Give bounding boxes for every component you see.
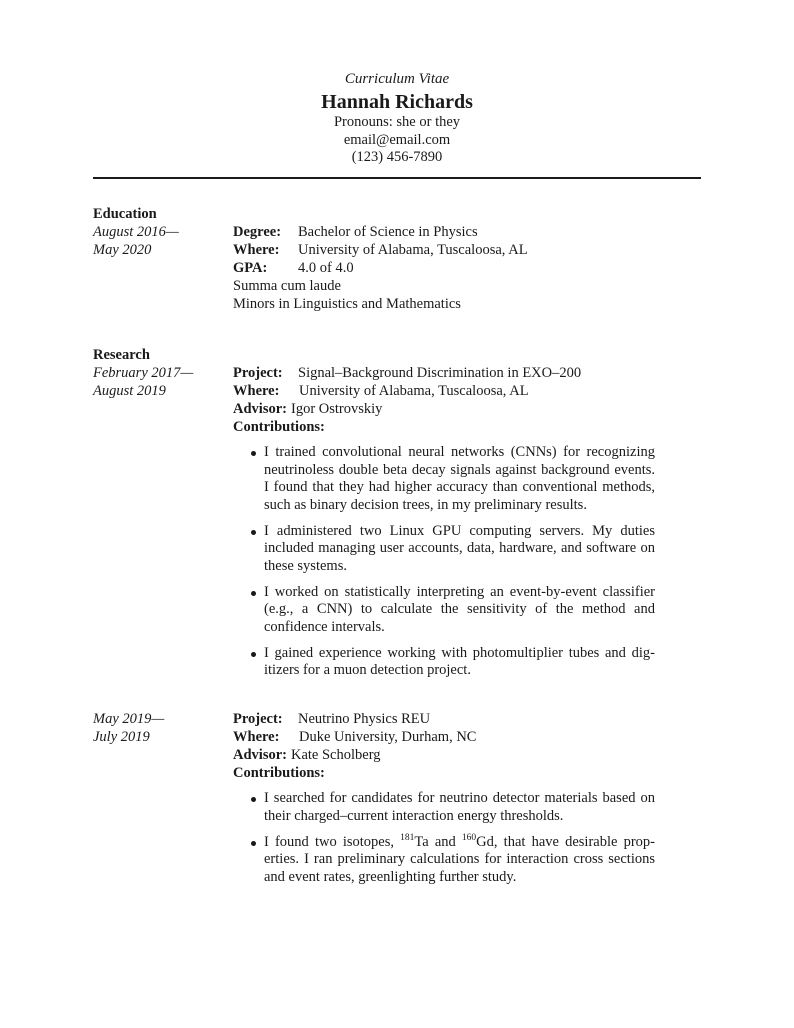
isotope-2-symbol: Gd (476, 833, 494, 850)
minors-note: Minors in Linguistics and Mathematics (233, 296, 461, 312)
where-row (233, 382, 655, 400)
header-divider (93, 177, 701, 179)
list-item (233, 523, 655, 576)
research-entry-1 (233, 364, 655, 688)
contribution-text: I administered two Linux GPU computing servers. My duties included managing user accounts, data, hardware, and software on these systems. (264, 522, 655, 574)
isotope-1-symbol: Ta (414, 833, 429, 850)
list-item (233, 584, 655, 637)
research-entry-2 (233, 710, 655, 895)
date-start: August 2016— (93, 224, 179, 240)
degree-value: Bachelor of Science in Physics (298, 224, 478, 240)
project-value: Signal–Background Discrimination in EXO–200 (298, 365, 582, 381)
honors-note: Summa cum laude (233, 278, 341, 294)
where-value: Duke University, Durham, NC (299, 729, 477, 745)
project-row (233, 364, 655, 382)
project-label: Project: (233, 365, 283, 381)
where-row (233, 241, 655, 259)
where-label: Where: (233, 729, 280, 745)
list-item (233, 444, 655, 514)
phone: (123) 456-7890 (351, 149, 443, 165)
advisor-value: Kate Scholberg (290, 747, 381, 763)
bullet-icon (251, 841, 256, 846)
project-label: Project: (233, 711, 283, 727)
advisor-value: Igor Ostrovskiy (290, 401, 383, 417)
date-start: February 2017— (93, 365, 194, 381)
bullet-icon (251, 797, 256, 802)
document-type-label: Curriculum Vitae (344, 71, 450, 87)
contributions-list (233, 444, 655, 680)
project-row (233, 710, 655, 728)
bullet-icon (251, 591, 256, 596)
where-row (233, 728, 655, 746)
advisor-label: Advisor: (233, 747, 287, 763)
research-2-dates (93, 710, 223, 746)
contribution-text: I worked on statistically interpreting an event-by-event classifier (e.g., a CNN) to calculate the sensitivity of the method and confidence intervals. (264, 583, 655, 635)
gpa-row (233, 259, 655, 277)
gpa-label: GPA: (233, 260, 268, 276)
date-end: July 2019 (93, 729, 150, 745)
contributions-list (233, 790, 655, 886)
contribution-text: I trained convolutional neural networks (CNNs) for recognizing neutrinoless double beta decay signals against background events. I found that they had higher accuracy than conventional methods, such as binary decision trees, in my preliminary results. (264, 444, 655, 513)
contribution-text: I searched for candidates for neutrino detector materials based on their charged–current interaction energy thresholds. (264, 790, 655, 824)
education-entry (233, 223, 655, 313)
contributions-label: Contributions: (233, 765, 325, 781)
isotope-mid: and (428, 833, 462, 850)
where-label: Where: (233, 242, 280, 258)
section-title-education: Education (93, 206, 157, 222)
contribution-text: I gained experience working with photomultiplier tubes and digitizers for a muon detection project. (264, 644, 655, 678)
where-value: University of Alabama, Tuscaloosa, AL (298, 242, 528, 258)
email: email@email.com (343, 131, 451, 148)
date-end: May 2020 (93, 242, 152, 258)
list-item (233, 790, 655, 825)
bullet-icon (251, 451, 256, 456)
bullet-icon (251, 652, 256, 657)
gpa-value: 4.0 of 4.0 (298, 260, 354, 276)
where-value: University of Alabama, Tuscaloosa, AL (299, 383, 529, 399)
isotope-1-mass: 181 (400, 832, 415, 843)
contribution-text (264, 834, 655, 885)
isotope-2-mass: 160 (461, 832, 477, 843)
research-1-dates (93, 364, 223, 400)
education-dates (93, 223, 223, 259)
advisor-row (233, 400, 655, 418)
bullet-icon (251, 530, 256, 535)
isotope-prefix: I found two isotopes, (264, 833, 401, 850)
contributions-label: Contributions: (233, 419, 325, 435)
where-label: Where: (233, 383, 280, 399)
degree-label: Degree: (233, 224, 282, 240)
date-start: May 2019— (93, 711, 165, 727)
section-title-research: Research (93, 347, 150, 363)
cv-header (0, 70, 794, 167)
advisor-row (233, 746, 655, 764)
isotope-suffix: , that have desirable properties. I ran preliminary calculations for interaction cross sections and event rates, greenlighting further study. (264, 833, 655, 885)
person-name: Hannah Richards (321, 91, 473, 113)
degree-row (233, 223, 655, 241)
pronouns: Pronouns: she or they (333, 114, 461, 130)
project-value: Neutrino Physics REU (298, 711, 431, 727)
list-item (233, 645, 655, 680)
date-end: August 2019 (93, 383, 166, 399)
list-item (233, 834, 655, 887)
advisor-label: Advisor: (233, 401, 287, 417)
